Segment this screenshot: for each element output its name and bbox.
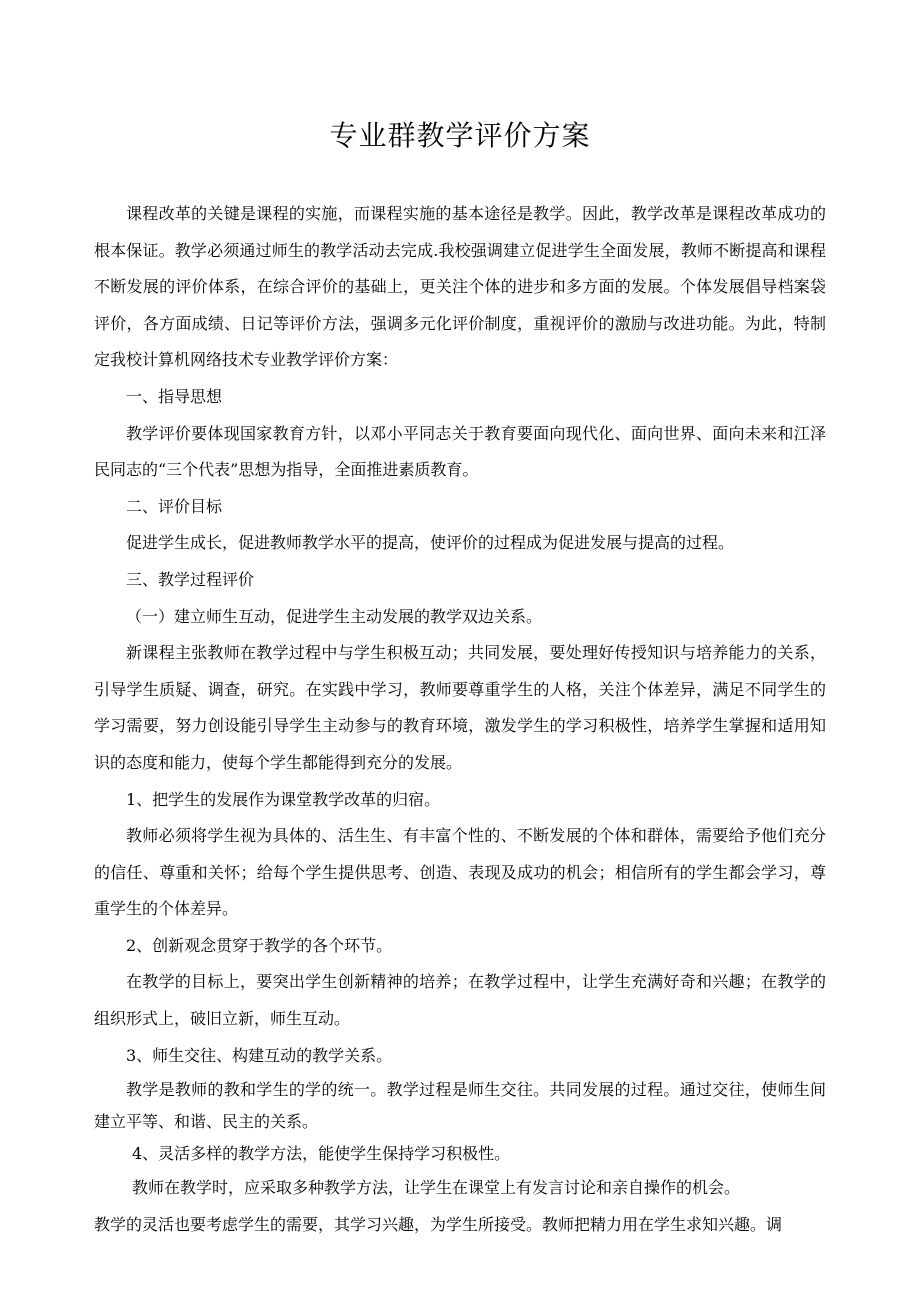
item-heading-1: 1、把学生的发展作为课堂教学改革的归宿。 [126, 789, 441, 809]
item-heading-2: 2、创新观念贯穿于教学的各个环节。 [126, 935, 393, 955]
section-heading-process-evaluation: 三、教学过程评价 [126, 569, 255, 589]
item-heading-4: 4、灵活多样的教学方法，能使学生保持学习积极性。 [132, 1144, 511, 1164]
section-heading-evaluation-goal: 二、评价目标 [126, 496, 223, 516]
interaction-paragraph: 新课程主张教师在教学过程中与学生积极互动；共同发展，要处理好传授知识与培养能力的关系，引导学生质疑、调查，研究。在实践中学习，教师要尊重学生的人格，关注个体差异，满足不同学生的学习需要，努力创设能引导学生主动参与的教育环境，激发学生的学习积极性，培养学生掌握和适用知识的态度和能力，使每个学生都能得到充分的发展。 [94, 643, 826, 772]
document-body [94, 196, 826, 1239]
subsection-heading-interaction: （一）建立师生互动，促进学生主动发展的教学双边关系。 [126, 606, 543, 626]
guiding-ideology-paragraph: 教学评价要体现国家教育方针，以邓小平同志关于教育要面向现代化、面向世界、面向未来和江泽民同志的“三个代表”思想为指导，全面推进素质教育。 [94, 423, 826, 480]
item-paragraph-3: 教学是教师的教和学生的学的统一。教学过程是师生交往。共同发展的过程。通过交往，使师生间建立平等、和谐、民主的关系。 [94, 1080, 826, 1132]
intro-paragraph: 课程改革的关键是课程的实施，而课程实施的基本途径是教学。因此，教学改革是课程改革成功的根本保证。教学必须通过师生的教学活动去完成.我校强调建立促进学生全面发展，教师不断提高和课程不断发展的评价体系，在综合评价的基础上，更关注个体的进步和多方面的发展。个体发展倡导档案袋评价，各方面成绩、日记等评价方法，强调多元化评价制度，重视评价的激励与改进功能。为此，特制定我校计算机网络技术专业教学评价方案： [94, 204, 826, 370]
section-heading-guiding-ideology: 一、指导思想 [126, 386, 223, 406]
page-title: 专业群教学评价方案 [329, 119, 591, 152]
item-paragraph-4-continued: 教学的灵活也要考虑学生的需要，其学习兴趣，为学生所接受。教师把精力用在学生求知兴趣。调 [94, 1214, 783, 1234]
item-paragraph-4: 教师在教学时，应采取多种教学方法，让学生在课堂上有发言讨论和亲自操作的机会。 [132, 1178, 741, 1198]
evaluation-goal-paragraph: 促进学生成长，促进教师教学水平的提高，使评价的过程成为促进发展与提高的过程。 [126, 533, 735, 553]
item-paragraph-1: 教师必须将学生视为具体的、活生生、有丰富个性的、不断发展的个体和群体，需要给予他们充分的信任、尊重和关怀；给每个学生提供思考、创造、表现及成功的机会；相信所有的学生都会学习，尊重学生的个体差异。 [94, 826, 826, 919]
item-paragraph-2: 在教学的目标上，要突出学生创新精神的培养；在教学过程中，让学生充满好奇和兴趣；在教学的组织形式上，破旧立新，师生互动。 [94, 972, 826, 1029]
item-heading-3: 3、师生交往、构建互动的教学关系。 [126, 1045, 393, 1065]
